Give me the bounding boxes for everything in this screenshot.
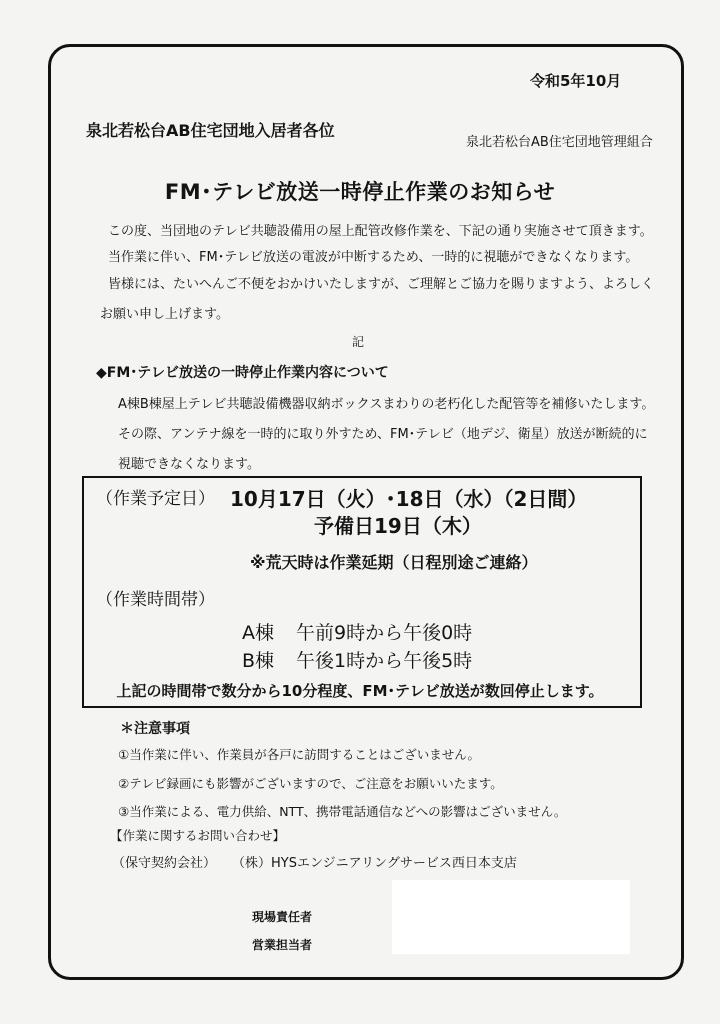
description-line: 視聴できなくなります。 xyxy=(118,457,260,472)
schedule-summary: 上記の時間帯で数分から10分程度、FM･テレビ放送が数回停止します。 xyxy=(116,682,604,700)
building-a-label: A棟 xyxy=(242,622,274,644)
section-heading: ◆FM･テレビ放送の一時停止作業内容について xyxy=(96,365,389,381)
company-name: （株）HYSエンジニアリングサービス西日本支店 xyxy=(232,856,517,871)
ki-marker: 記 xyxy=(352,335,365,349)
intro-line: 当作業に伴い、FM･テレビ放送の電波が中断するため、一時的に視聴ができなくなります。 xyxy=(108,250,639,265)
notice-title: FM･テレビ放送一時停止作業のお知らせ xyxy=(164,180,556,204)
building-b-time: 午後1時から午後5時 xyxy=(296,650,473,672)
note-item: ①当作業に伴い、作業員が各戸に訪問することはございません。 xyxy=(118,747,480,762)
company-label: （保守契約会社） xyxy=(112,856,217,871)
description-line: その際、アンテナ線を一時的に取り外すため、FM･テレビ（地デジ、衛星）放送が断続的に xyxy=(118,427,648,442)
schedule-date-label: （作業予定日） xyxy=(96,489,215,509)
intro-line: お願い申し上げます。 xyxy=(100,307,229,322)
note-item: ②テレビ録画にも影響がございますので、ご注意をお願いいたます。 xyxy=(118,776,503,791)
schedule-time-label: （作業時間帯） xyxy=(96,590,215,610)
site-manager-label: 現場責任者 xyxy=(252,910,313,924)
issue-date: 令和5年10月 xyxy=(530,72,622,90)
sender: 泉北若松台AB住宅団地管理組合 xyxy=(466,135,653,150)
notes-heading: ＊注意事項 xyxy=(120,721,190,737)
redacted-contact-box xyxy=(392,880,630,954)
note-item: ③当作業による、電力供給、NTT、携帯電話通信などへの影響はございません。 xyxy=(118,804,567,819)
weather-note: ※荒天時は作業延期（日程別途ご連絡） xyxy=(250,553,538,572)
inquiry-heading: 【作業に関するお問い合わせ】 xyxy=(110,828,286,843)
description-line: A棟B棟屋上テレビ共聴設備機器収納ボックスまわりの老朽化した配管等を補修いたします。 xyxy=(118,397,655,412)
building-b-label: B棟 xyxy=(242,650,275,672)
building-a-time: 午前9時から午後0時 xyxy=(296,622,473,644)
intro-line: 皆様には、たいへんご不便をおかけいたしますが、ご理解とご協力を賜りますよう、よろしく xyxy=(108,277,655,292)
schedule-dates: 10月17日（火）･18日（水）（2日間） xyxy=(230,487,588,511)
intro-line: この度、当団地のテレビ共聴設備用の屋上配管改修作業を、下記の通り実施させて頂きます。 xyxy=(108,224,653,239)
schedule-reserve-day: 予備日19日（木） xyxy=(314,514,482,538)
addressee: 泉北若松台AB住宅団地入居者各位 xyxy=(86,121,335,140)
sales-rep-label: 営業担当者 xyxy=(252,938,313,952)
